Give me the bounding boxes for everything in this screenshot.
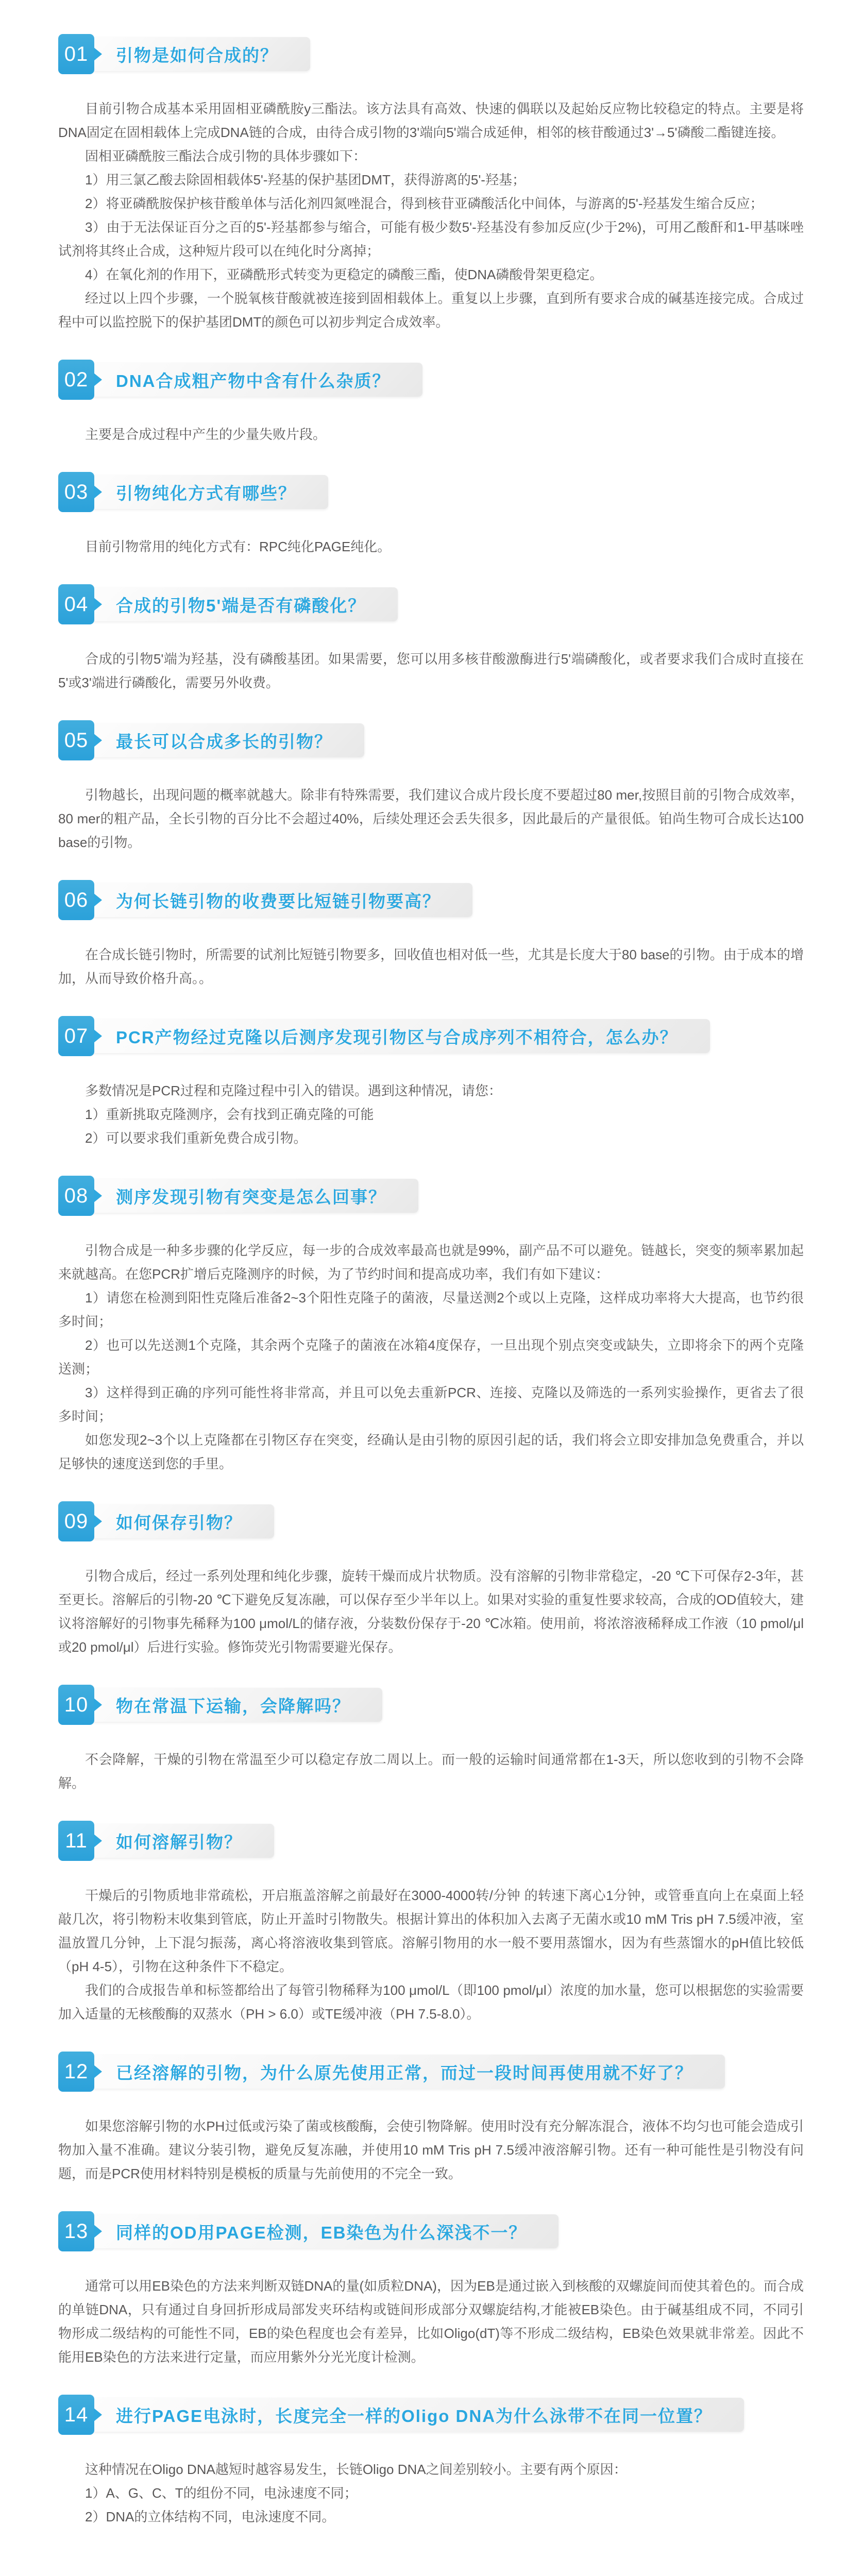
section-title: 进行PAGE电泳时，长度完全一样的Oligo DNA为什么泳带不在同一位置？ xyxy=(116,2406,713,2426)
section-number: 08 xyxy=(64,1184,89,1207)
faq-section xyxy=(58,34,804,334)
body-paragraph: 2）可以要求我们重新免费合成引物。 xyxy=(85,1130,307,1146)
badge-arrow-icon xyxy=(94,2225,102,2238)
badge-arrow-icon xyxy=(94,734,102,747)
faq-section xyxy=(58,1685,804,1795)
badge-arrow-icon xyxy=(94,1029,102,1043)
section-title-bar xyxy=(89,363,422,397)
faq-section xyxy=(58,584,804,694)
section-body xyxy=(58,1748,804,1795)
section-number: 10 xyxy=(64,1693,89,1716)
section-header xyxy=(58,880,472,920)
body-paragraph: 2）DNA的立体结构不同，电泳速度不同。 xyxy=(85,2509,335,2524)
badge-arrow-icon xyxy=(94,485,102,499)
faq-section xyxy=(58,2211,804,2369)
section-header xyxy=(58,2052,725,2092)
body-paragraph: 目前引物合成基本采用固相亚磷酰胺y三酯法。该方法具有高效、快速的偶联以及起始反应物比较稳定的特点。主要是将DNA固定在固相载体上完成DNA链的合成，由待合成引物的3'端向5'端合成延伸，相邻的核苷酸通过3'→5'磷酸二酯键连接。 xyxy=(58,101,804,140)
section-number: 06 xyxy=(64,889,89,911)
body-paragraph: 1）用三氯乙酸去除固相载体5'-羟基的保护基团DMT，获得游离的5'-羟基； xyxy=(85,172,526,188)
section-body xyxy=(58,2114,804,2185)
body-paragraph: 1）请您在检测到阳性克隆后准备2~3个阳性克隆子的菌液，尽量送测2个或以上克隆，这样成功率将大大提高，也节约很多时间； xyxy=(58,1290,804,1329)
section-number-badge xyxy=(58,2395,94,2435)
badge-arrow-icon xyxy=(94,893,102,907)
body-paragraph: 不会降解，干燥的引物在常温至少可以稳定存放二周以上。而一般的运输时间通常都在1-3天，所以您收到的引物不会降解。 xyxy=(58,1752,804,1791)
section-number: 04 xyxy=(64,593,89,616)
section-number: 14 xyxy=(64,2403,89,2426)
body-paragraph: 3）由于无法保证百分之百的5'-羟基都参与缩合，可能有极少数5'-羟基没有参加反应(少于2%)，可用乙酸酐和1-甲基咪唑试剂将其终止合成，这种短片段可以在纯化时分离掉； xyxy=(58,219,804,259)
section-title-bar xyxy=(89,1504,274,1538)
body-paragraph: 干燥后的引物质地非常疏松，开启瓶盖溶解之前最好在3000-4000转/分钟 的转速下离心1分钟，或管垂直向上在桌面上轻敲几次，将引物粉末收集到管底，防止开盖时引物散失。根据计算出的体积加入去离子无菌水或10 mM Tris pH 7.5缓冲液，室温放置几分钟，上下混匀振荡，离心将溶液收集到管底。溶解引物用的水一般不要用蒸馏水，因为有些蒸馏水的pH值比较低（pH 4-5），引物在这种条件下不稳定。 xyxy=(58,1888,804,1974)
body-paragraph: 1）A、G、C、T的组份不同，电泳速度不同； xyxy=(85,2485,358,2501)
section-title: 引物纯化方式有哪些？ xyxy=(116,483,296,503)
body-paragraph: 4）在氧化剂的作用下，亚磷酰形式转变为更稳定的磷酸三酯，使DNA磷酸骨架更稳定。 xyxy=(85,267,603,282)
section-header xyxy=(58,34,310,74)
section-header xyxy=(58,2395,744,2435)
section-title: 引物是如何合成的？ xyxy=(116,45,278,65)
faq-section xyxy=(58,2052,804,2185)
section-body xyxy=(58,943,804,990)
badge-arrow-icon xyxy=(94,1515,102,1528)
body-paragraph: 固相亚磷酰胺三酯法合成引物的具体步骤如下： xyxy=(85,148,367,164)
faq-section-list xyxy=(58,34,804,2529)
body-paragraph: 在合成长链引物时，所需要的试剂比短链引物要多，回收值也相对低一些，尤其是长度大于80 base的引物。由于成本的增加，从而导致价格升高。。 xyxy=(58,947,804,986)
body-paragraph: 2）将亚磷酰胺保护核苷酸单体与活化剂四氮唑混合，得到核苷亚磷酸活化中间体，与游离的5'-羟基发生缩合反应； xyxy=(85,196,764,211)
body-paragraph: 引物合成是一种多步骤的化学反应，每一步的合成效率最高也就是99%，副产品不可以避免。链越长，突变的频率累加起来就越高。在您PCR扩增后克隆测序的时候，为了节约时间和提高成功率，我们有如下建议： xyxy=(58,1243,804,1282)
section-number-badge xyxy=(58,1176,94,1216)
badge-arrow-icon xyxy=(94,1834,102,1848)
body-paragraph: 我们的合成报告单和标签都给出了每管引物稀释为100 μmol/L（即100 pmol/μl）浓度的加水量，您可以根据您的实验需要加入适量的无核酸酶的双蒸水（PH > 6.0）或TE缓冲液（PH 7.5-8.0）。 xyxy=(58,1982,804,2022)
section-title-bar xyxy=(89,475,328,509)
section-header xyxy=(58,360,422,400)
section-body xyxy=(58,1239,804,1476)
section-body xyxy=(58,422,804,446)
section-title: PCR产物经过克隆以后测序发现引物区与合成序列不相符合，怎么办？ xyxy=(116,1027,678,1047)
faq-section xyxy=(58,1821,804,2026)
section-number: 05 xyxy=(64,729,89,752)
section-header xyxy=(58,472,328,512)
section-title: 如何溶解引物？ xyxy=(116,1832,242,1852)
faq-section xyxy=(58,1016,804,1150)
faq-section xyxy=(58,880,804,990)
section-title: 最长可以合成多长的引物？ xyxy=(116,732,332,751)
section-header xyxy=(58,1016,710,1056)
section-title: DNA合成粗产物中含有什么杂质？ xyxy=(116,371,391,391)
section-number-badge xyxy=(58,360,94,400)
section-number: 01 xyxy=(64,43,89,65)
section-title-bar xyxy=(89,883,472,917)
section-title: 合成的引物5'端是否有磷酸化？ xyxy=(116,596,366,615)
section-header xyxy=(58,720,364,760)
section-title-bar xyxy=(89,1019,710,1053)
section-number-badge xyxy=(58,2052,94,2092)
section-title-bar xyxy=(89,2055,725,2089)
section-number-badge xyxy=(58,34,94,74)
faq-section xyxy=(58,2395,804,2529)
section-number: 09 xyxy=(64,1510,89,1533)
section-header xyxy=(58,584,398,624)
body-paragraph: 这种情况在Oligo DNA越短时越容易发生，长链Oligo DNA之间差别较小。主要有两个原因： xyxy=(85,2462,627,2477)
section-title-bar xyxy=(89,1688,382,1722)
section-body xyxy=(58,97,804,334)
body-paragraph: 主要是合成过程中产生的少量失败片段。 xyxy=(85,427,327,442)
section-body xyxy=(58,1564,804,1659)
section-number: 02 xyxy=(64,368,89,391)
body-paragraph: 如您发现2~3个以上克隆都在引物区存在突变，经确认是由引物的原因引起的话，我们将会立即安排加急免费重合，并以足够快的速度送到您的手里。 xyxy=(58,1432,804,1471)
faq-section xyxy=(58,1176,804,1476)
body-paragraph: 目前引物常用的纯化方式有：RPC纯化PAGE纯化。 xyxy=(85,539,391,554)
section-title-bar xyxy=(89,587,398,621)
section-number-badge xyxy=(58,472,94,512)
section-number-badge xyxy=(58,880,94,920)
section-number: 03 xyxy=(64,481,89,503)
section-number: 11 xyxy=(65,1829,88,1852)
body-paragraph: 引物越长，出现问题的概率就越大。除非有特殊需要，我们建议合成片段长度不要超过80 mer,按照目前的引物合成效率，80 mer的粗产品，全长引物的百分比不会超过40%，后续处理还会丢失很多，因此最后的产量很低。铂尚生物可合成长达100 base的引物。 xyxy=(58,787,804,850)
body-paragraph: 引物合成后，经过一系列处理和纯化步骤，旋转干燥而成片状物质。没有溶解的引物非常稳定，-20 ℃下可保存2-3年，甚至更长。溶解后的引物-20 ℃下避免反复冻融，可以保存至少半年以上。如果对实验的重复性要求较高，合成的OD值较大，建议将溶解好的引物事先稀释为100 μmol/L的储存液，分装数份保存于-20 ℃冰箱。使用前，将浓溶液稀释成工作液（10 pmol/μl或20 pmol/μl）后进行实验。修饰荧光引物需要避光保存。 xyxy=(58,1568,804,1655)
section-title-bar xyxy=(89,1824,274,1858)
section-header xyxy=(58,2211,559,2251)
section-header xyxy=(58,1176,418,1216)
section-title-bar xyxy=(89,37,310,71)
badge-arrow-icon xyxy=(94,2065,102,2078)
body-paragraph: 合成的引物5'端为羟基，没有磷酸基团。如果需要，您可以用多核苷酸激酶进行5'端磷酸化，或者要求我们合成时直接在5'或3'端进行磷酸化，需要另外收费。 xyxy=(58,651,804,690)
section-header xyxy=(58,1501,274,1541)
section-number-badge xyxy=(58,584,94,624)
faq-section xyxy=(58,360,804,446)
section-body xyxy=(58,647,804,694)
section-number: 13 xyxy=(64,2220,89,2243)
section-number-badge xyxy=(58,1821,94,1861)
section-title-bar xyxy=(89,1179,418,1213)
badge-arrow-icon xyxy=(94,373,102,386)
section-header xyxy=(58,1821,274,1861)
faq-section xyxy=(58,720,804,854)
section-number: 07 xyxy=(64,1025,89,1047)
body-paragraph: 经过以上四个步骤，一个脱氧核苷酸就被连接到固相载体上。重复以上步骤，直到所有要求合成的碱基连接完成。合成过程中可以监控脱下的保护基团DMT的颜色可以初步判定合成效率。 xyxy=(58,291,804,330)
section-number-badge xyxy=(58,1501,94,1541)
section-title-bar xyxy=(89,2398,744,2432)
section-body xyxy=(58,535,804,558)
section-title: 为何长链引物的收费要比短链引物要高？ xyxy=(116,891,441,911)
badge-arrow-icon xyxy=(94,598,102,611)
section-number: 12 xyxy=(64,2060,89,2083)
section-number-badge xyxy=(58,2211,94,2251)
badge-arrow-icon xyxy=(94,47,102,61)
section-number-badge xyxy=(58,1685,94,1725)
section-title: 已经溶解的引物，为什么原先使用正常，而过一段时间再使用就不好了？ xyxy=(116,2063,693,2082)
section-title: 同样的OD用PAGE检测，EB染色为什么深浅不一？ xyxy=(116,2223,527,2242)
section-number-badge xyxy=(58,720,94,760)
section-body xyxy=(58,2458,804,2529)
section-title: 物在常温下运输，会降解吗？ xyxy=(116,1696,350,1716)
badge-arrow-icon xyxy=(94,1189,102,1202)
body-paragraph: 2）也可以先送测1个克隆，其余两个克隆子的菌液在冰箱4度保存，一旦出现个别点突变或缺失，立即将余下的两个克隆送测； xyxy=(58,1337,804,1377)
section-title: 测序发现引物有突变是怎么回事？ xyxy=(116,1187,386,1207)
section-body xyxy=(58,783,804,854)
faq-section xyxy=(58,472,804,558)
section-title-bar xyxy=(89,723,364,757)
section-title-bar xyxy=(89,2214,559,2248)
badge-arrow-icon xyxy=(94,1698,102,1711)
body-paragraph: 如果您溶解引物的水PH过低或污染了菌或核酸酶，会使引物降解。使用时没有充分解冻混合，液体不均匀也可能会造成引物加入量不准确。建议分装引物，避免反复冻融，并使用10 mM Tris pH 7.5缓冲液溶解引物。还有一种可能性是引物没有问题，而是PCR使用材料特别是模板的质量与先前使用的不完全一致。 xyxy=(58,2119,804,2181)
body-paragraph: 1）重新挑取克隆测序，会有找到正确克隆的可能 xyxy=(85,1107,374,1122)
section-body xyxy=(58,1884,804,2026)
section-header xyxy=(58,1685,382,1725)
section-title: 如何保存引物？ xyxy=(116,1513,242,1532)
body-paragraph: 通常可以用EB染色的方法来判断双链DNA的量(如质粒DNA)，因为EB是通过嵌入到核酸的双螺旋间而使其着色的。而合成的单链DNA，只有通过自身回折形成局部发夹环结构或链间形成部分双螺旋结构,才能被EB染色。由于碱基组成不同，不同引物形成二级结构的可能性不同，EB的染色程度也会有差异，比如Oligo(dT)等不形成二级结构，EB染色效果就非常差。因此不能用EB染色的方法来进行定量，而应用紫外分光光度计检测。 xyxy=(58,2278,804,2365)
faq-section xyxy=(58,1501,804,1659)
section-number-badge xyxy=(58,1016,94,1056)
section-body xyxy=(58,2274,804,2369)
body-paragraph: 3）这样得到正确的序列可能性将非常高，并且可以免去重新PCR、连接、克隆以及筛选的一系列实验操作，更省去了很多时间； xyxy=(58,1385,804,1424)
badge-arrow-icon xyxy=(94,2408,102,2421)
section-body xyxy=(58,1079,804,1150)
body-paragraph: 多数情况是PCR过程和克隆过程中引入的错误。遇到这种情况，请您： xyxy=(85,1083,502,1098)
